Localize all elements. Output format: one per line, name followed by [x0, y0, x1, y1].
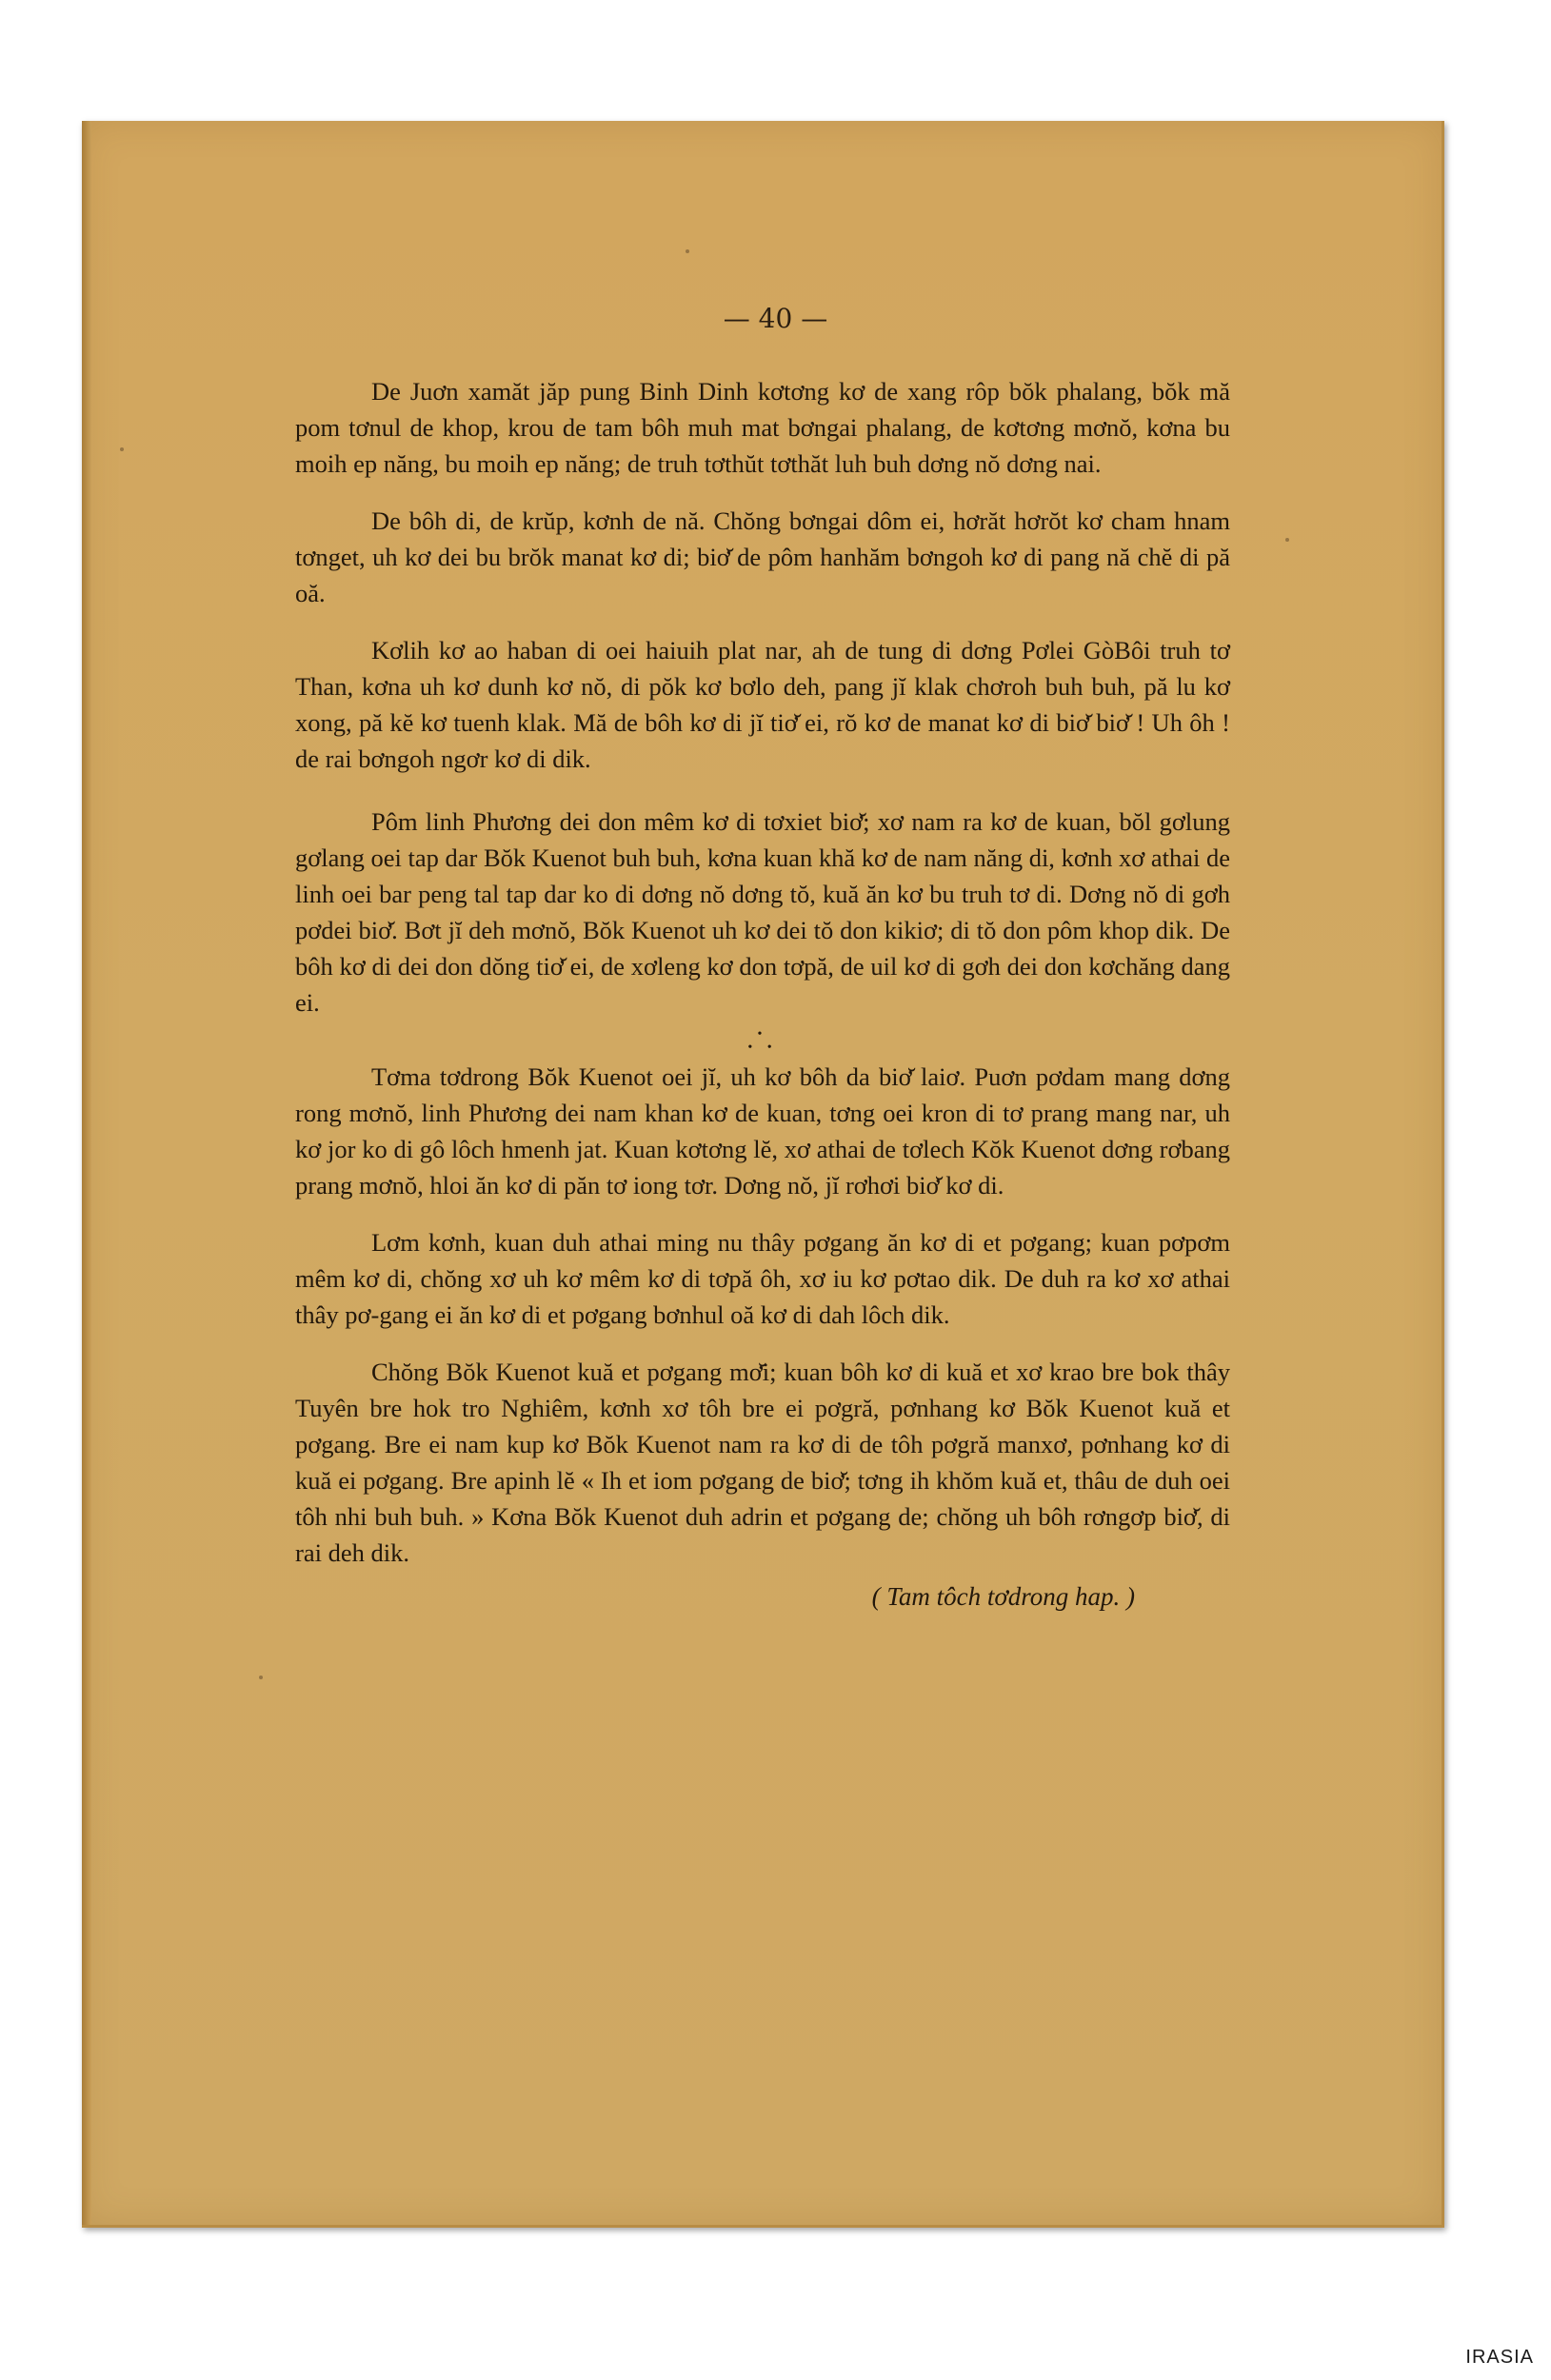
- paragraph: Pôm linh Phương dei don mêm kơ di tơxiet biơ̆; xơ nam ra kơ de kuan, bŏl gơlung gơlang oei tap dar Bŏk Kuenot buh buh, kơna kuan khă kơ de nam năng di, kơnh xơ athai de linh oei bar peng tal tap dar ko di dơng nŏ dơng tŏ, kuă ăn kơ bu truh tơ di. Dơng nŏ di gơh pơdei biơ̆. Bơt jĭ deh mơnŏ, Bŏk Kuenot uh kơ dei tŏ don kikiơ; di tŏ don pôm khop dik. De bôh kơ di dei don dŏng tiơ̆ ei, de xơleng kơ don tơpă, de uil kơ di gơh dei don kơchăng dang ei.: [295, 807, 1230, 1017]
- paper-speck: [259, 1676, 263, 1679]
- page-binding-edge: [82, 121, 91, 2225]
- paper-speck: [120, 447, 124, 451]
- body-text: [295, 373, 1230, 1615]
- archive-watermark: IRASIA: [1465, 2347, 1534, 2368]
- closing-note: ( Tam tôch tơdrong hap. ): [871, 1582, 1135, 1611]
- section-separator-dots: • • •: [747, 1027, 778, 1055]
- paragraph: Chŏng Bŏk Kuenot kuă et pơgang mơ̆i; kuan bôh kơ di kuă et xơ krao bre bok thây Tuyên bre hok tro Nghiêm, kơnh xơ tôh bre ei pơgră, pơnhang kơ Bŏk Kuenot kuă et pơgang. Bre ei nam kup kơ Bŏk Kuenot nam ra kơ di de tôh pơgră manxơ, pơnhang kơ di kuă ei pơgang. Bre apinh lĕ « Ih et iom pơgang de biơ̆; tơng ih khŏm kuă et, thâu de duh oei tôh nhi buh buh. » Kơna Bŏk Kuenot duh adrin et pơgang de; chŏng uh bôh rơngơp biơ̆, di rai deh dik.: [295, 1358, 1230, 1567]
- paper-speck: [1285, 538, 1289, 542]
- paper-speck: [686, 249, 689, 253]
- paragraph: De bôh di, de krŭp, kơnh de nă. Chŏng bơngai dôm ei, hơrăt hơrŏt kơ cham hnam tơnget, uh kơ dei bu brŏk manat kơ di; biơ̆ de pôm hanhăm bơngoh kơ di pang nă chĕ di pă oă.: [295, 506, 1230, 607]
- paragraph: Kơlih kơ ao haban di oei haiuih plat nar, ah de tung di dơng Pơlei GòBôi truh tơ Than, kơna uh kơ dunh kơ nŏ, di pŏk kơ bơlo deh, pang jĭ klak chơroh buh buh, pă lu kơ xong, pă kĕ kơ tuenh klak. Mă de bôh kơ di jĭ tiơ̆ ei, rŏ kơ de manat kơ di biơ̆ biơ̆ ! Uh ôh ! de rai bơngoh ngơr kơ di dik.: [295, 636, 1230, 773]
- paragraph: Lơm kơnh, kuan duh athai ming nu thây pơgang ăn kơ di et pơgang; kuan pơpơm mêm kơ di, chŏng xơ uh kơ mêm kơ di tơpă ôh, xơ iu kơ pơtao dik. De duh ra kơ xơ athai thây pơ-gang ei ăn kơ di et pơgang bơnhul oă kơ di dah lôch dik.: [295, 1228, 1230, 1329]
- paragraph: De Juơn xamăt jăp pung Binh Dinh kơtơng kơ de xang rôp bŏk phalang, bŏk mă pom tơnul de khop, krou de tam bôh muh mat bơngai phalang, de kơtơng mơnŏ, kơna bu moih ep năng, bu moih ep năng; de truh tơthŭt tơthăt luh buh dơng nŏ dơng nai.: [295, 377, 1230, 478]
- paragraph: Tơma tơdrong Bŏk Kuenot oei jĭ, uh kơ bôh da biơ̆ laiơ. Puơn pơdam mang dơng rong mơnŏ, linh Phương dei nam khan kơ de kuan, tơng oei kron di tơ prang mang nar, uh kơ jor ko di gô lôch hmenh jat. Kuan kơtơng lĕ, xơ athai de tơlech Kŏk Kuenot dơng rơbang prang mơnŏ, hloi ăn kơ di păn tơ iong tơr. Dơng nŏ, jĭ rơhơi biơ̆ kơ di.: [295, 1062, 1230, 1200]
- page-number: — 40 —: [723, 303, 828, 334]
